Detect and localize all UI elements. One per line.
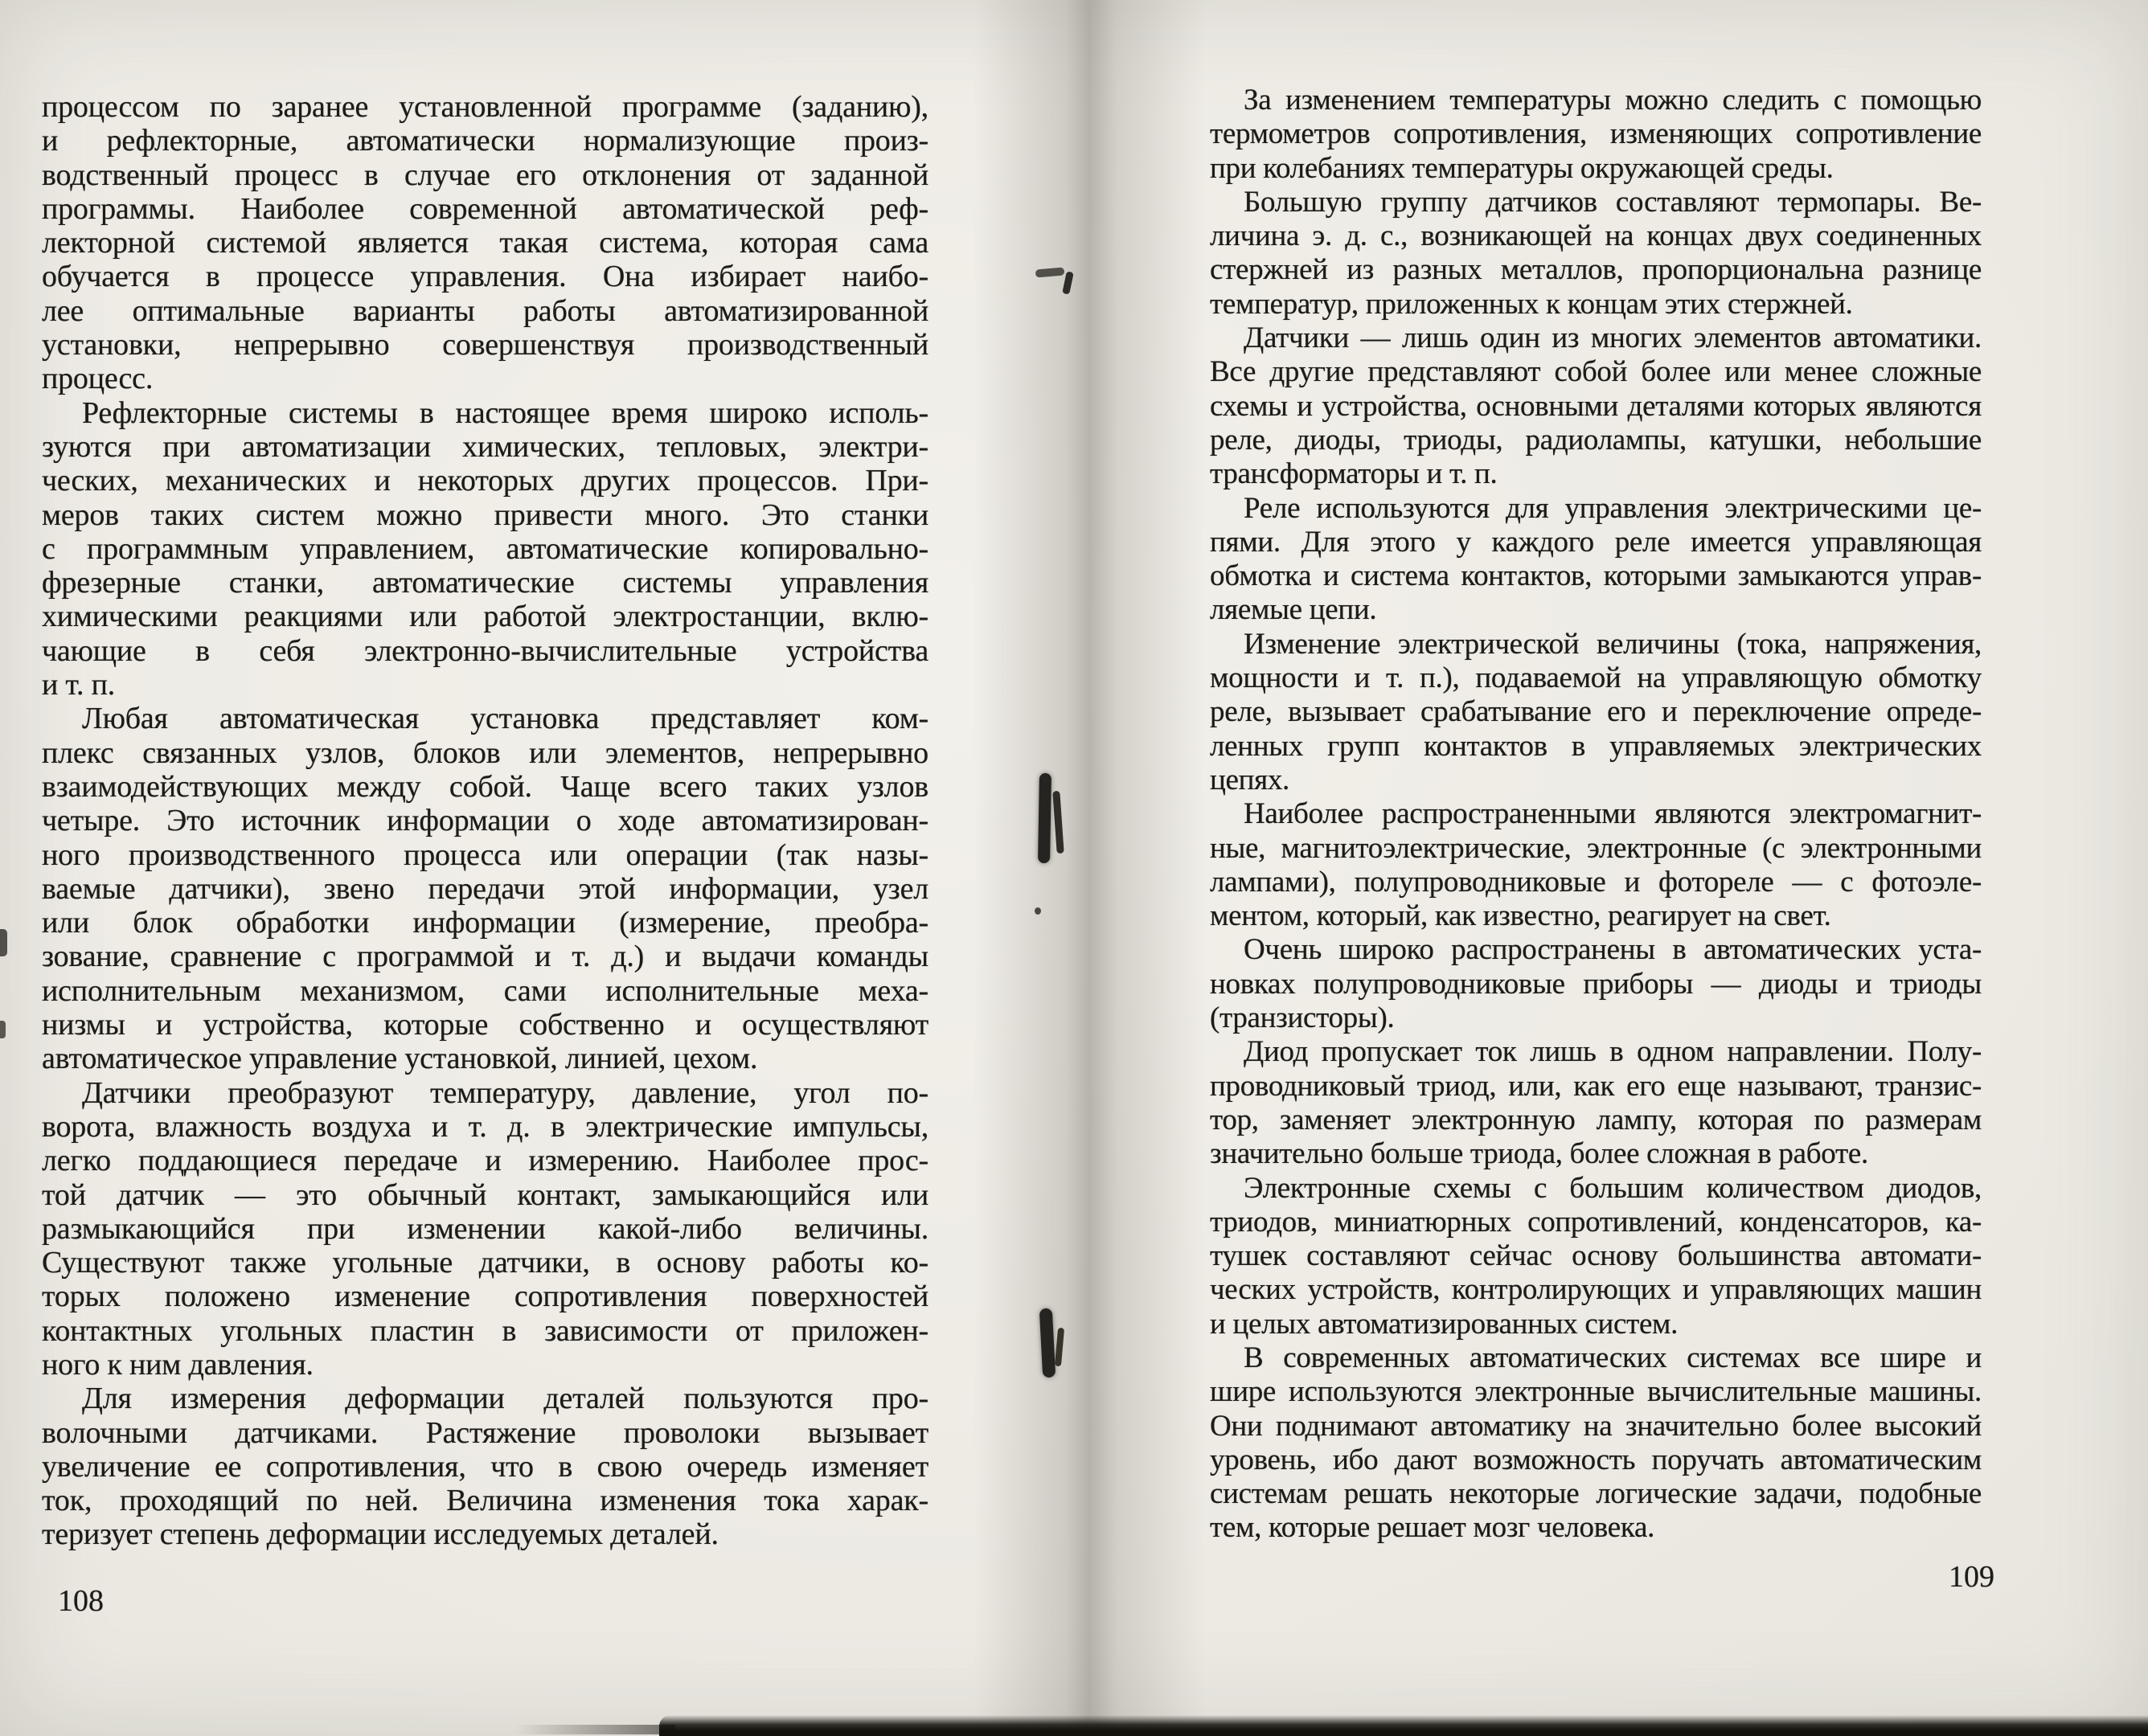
text-line: Электронные схемы с большим количеством диодов, xyxy=(1244,1171,1982,1205)
text-line: чающие в себя электронно-вычислительные устройства xyxy=(42,633,928,668)
text-line: Существуют также угольные датчики, в основу работы ко- xyxy=(42,1246,928,1280)
text-line: проводниковый триод, или, как его еще называют, транзис- xyxy=(1210,1069,1982,1103)
text-line: триодов, миниатюрных сопротивлений, конденсаторов, ка- xyxy=(1210,1205,1982,1239)
text-line: ные, магнитоэлектрические, электронные (с электронными xyxy=(1210,831,1982,865)
right-page xyxy=(1210,84,1982,1546)
text-line: Для измерения деформации деталей пользуются про- xyxy=(82,1382,928,1416)
text-line: обмотка и система контактов, которыми замыкаются управ- xyxy=(1210,559,1982,593)
text-line: зуются при автоматизации химических, тепловых, электри- xyxy=(42,429,928,464)
text-line: Изменение электрической величины (тока, напряжения, xyxy=(1244,627,1982,661)
text-line: Диод пропускает ток лишь в одном направлении. Полу- xyxy=(1244,1035,1982,1069)
ink-smudge xyxy=(1055,1328,1064,1367)
text-line: взаимодействующих между собой. Чаще всего таких узлов xyxy=(42,769,928,804)
text-line: лекторной системой является такая система, которая сама xyxy=(42,226,928,260)
text-line: стержней из разных металлов, пропорциональна разнице xyxy=(1210,253,1982,287)
text-line: исполнительным механизмом, сами исполнительные меха- xyxy=(42,973,928,1008)
text-line: теризует степень деформации исследуемых деталей. xyxy=(42,1517,719,1552)
text-line: схемы и устройства, основными деталями которых являются xyxy=(1210,389,1982,423)
text-line: ваемые датчики), звено передачи этой информации, узел xyxy=(42,871,928,906)
text-line: Датчики преобразуют температуру, давление, угол по- xyxy=(82,1075,928,1110)
text-line: значительно больше триода, более сложная в работе. xyxy=(1210,1137,1868,1171)
text-line: низмы и устройства, которые собственно и осуществляют xyxy=(42,1008,928,1042)
text-line: реле, вызывает срабатывание его и переключение опреде- xyxy=(1210,695,1982,729)
text-line: лампами), полупроводниковые и фотореле — с фотоэле- xyxy=(1210,865,1982,899)
text-line: контактных угольных пластин в зависимости от приложен- xyxy=(42,1313,928,1348)
text-line: системам решать некоторые логические задачи, подобные xyxy=(1210,1477,1982,1511)
text-line: или блок обработки информации (измерение, преобра- xyxy=(42,906,928,940)
text-line: ленных групп контактов в управляемых электрических xyxy=(1210,729,1982,763)
text-line: термометров сопротивления, изменяющих сопротивление xyxy=(1210,117,1982,151)
scan-edge-bottom-fade xyxy=(514,1725,675,1734)
text-line: В современных автоматических системах все шире и xyxy=(1244,1341,1982,1374)
text-line: Они поднимают автоматику на значительно более высокий xyxy=(1210,1409,1982,1443)
text-line: процессом по заранее установленной программе (заданию), xyxy=(42,90,928,124)
text-line: реле, диоды, триоды, радиолампы, катушки, небольшие xyxy=(1210,423,1982,457)
text-line: автоматическое управление установкой, линией, цехом. xyxy=(42,1042,758,1076)
text-line: новках полупроводниковые приборы — диоды и триоды xyxy=(1210,967,1982,1001)
text-line: ного производственного процесса или операции (так назы- xyxy=(42,837,928,872)
ink-smudge xyxy=(1038,773,1051,863)
text-line: четыре. Это источник информации о ходе автоматизирован- xyxy=(42,804,928,838)
text-line: (транзисторы). xyxy=(1210,1001,1395,1035)
text-line: и т. п. xyxy=(42,668,116,702)
text-line: лее оптимальные варианты работы автоматизированной xyxy=(42,293,928,328)
text-line: Все другие представляют собой более или менее сложные xyxy=(1210,355,1982,389)
edge-speck xyxy=(0,929,7,956)
text-line: Реле используются для управления электрическими це- xyxy=(1244,491,1982,525)
text-line: Большую группу датчиков составляют термопары. Ве- xyxy=(1244,185,1982,219)
text-line: ворота, влажность воздуха и т. д. в электрические импульсы, xyxy=(42,1109,928,1144)
text-line: цепях. xyxy=(1210,763,1289,796)
text-line: легко поддающиеся передаче и измерению. Наиболее прос- xyxy=(42,1144,928,1178)
ink-smudge xyxy=(1062,271,1074,294)
text-line: плекс связанных узлов, блоков или элементов, непрерывно xyxy=(42,735,928,770)
text-line: личина э. д. с., возникающей на концах двух соединенных xyxy=(1210,219,1982,253)
text-line: обучается в процессе управления. Она избирает наибо- xyxy=(42,260,928,294)
text-line: Наиболее распространенными являются электромагнит- xyxy=(1244,797,1982,831)
text-line: Датчики — лишь один из многих элементов автоматики. xyxy=(1244,321,1982,355)
text-line: Рефлекторные системы в настоящее время широко исполь- xyxy=(82,395,928,430)
text-line: при колебаниях температуры окружающей среды. xyxy=(1210,151,1834,185)
text-line: увеличение ее сопротивления, что в свою очередь изменяет xyxy=(42,1449,928,1484)
text-line: ческих, механических и некоторых других процессов. При- xyxy=(42,464,928,498)
text-line: размыкающийся при изменении какой-либо величины. xyxy=(42,1211,928,1246)
text-line: ческих устройств, контролирующих и управляющих машин xyxy=(1210,1273,1982,1307)
text-line: тем, которые решает мозг человека. xyxy=(1210,1511,1655,1545)
text-line: трансформаторы и т. п. xyxy=(1210,457,1498,491)
ink-smudge xyxy=(1035,267,1065,277)
text-line: Любая автоматическая установка представляет ком- xyxy=(82,702,928,736)
ink-smudge xyxy=(1039,1308,1056,1378)
right-page-number: 109 xyxy=(1949,1560,1994,1594)
text-line: пями. Для этого у каждого реле имеется управляющая xyxy=(1210,525,1982,559)
text-line: и целых автоматизированных систем. xyxy=(1210,1307,1679,1341)
text-line: водственный процесс в случае его отклонения от заданной xyxy=(42,158,928,192)
text-line: торых положено изменение сопротивления поверхностей xyxy=(42,1279,928,1314)
text-line: тор, заменяет электронную лампу, которая по размерам xyxy=(1210,1103,1982,1136)
edge-speck xyxy=(0,1021,6,1038)
text-line: с программным управлением, автоматические копировально- xyxy=(42,531,928,566)
text-line: той датчик — это обычный контакт, замыкающийся или xyxy=(42,1177,928,1212)
text-line: ляемые цепи. xyxy=(1210,593,1377,627)
text-line: и рефлекторные, автоматически нормализующие произ- xyxy=(42,124,928,158)
text-line: химическими реакциями или работой электростанции, вклю- xyxy=(42,600,928,634)
text-line: фрезерные станки, автоматические системы управления xyxy=(42,566,928,600)
text-line: меров таких систем можно привести много. Это станки xyxy=(42,497,928,532)
left-page xyxy=(42,90,928,1552)
text-line: мощности и т. п.), подаваемой на управляющую обмотку xyxy=(1210,661,1982,695)
text-line: установки, непрерывно совершенствуя производственный xyxy=(42,328,928,362)
text-line: Очень широко распространены в автоматических уста- xyxy=(1244,933,1982,967)
left-page-number: 108 xyxy=(58,1584,104,1618)
text-line: ток, проходящий по ней. Величина изменения тока харак- xyxy=(42,1484,928,1518)
text-line: ментом, который, как известно, реагирует на свет. xyxy=(1210,899,1831,933)
text-line: За изменением температуры можно следить с помощью xyxy=(1244,84,1982,117)
ink-smudge xyxy=(1052,791,1064,854)
text-line: программы. Наиболее современной автоматической реф- xyxy=(42,191,928,226)
scan-edge-bottom xyxy=(659,1715,2148,1736)
ink-smudge xyxy=(1035,907,1041,915)
text-line: ного к ним давления. xyxy=(42,1347,314,1382)
text-line: уровень, ибо дают возможность поручать автоматическим xyxy=(1210,1443,1982,1476)
text-line: процесс. xyxy=(42,362,154,396)
text-line: температур, приложенных к концам этих стержней. xyxy=(1210,287,1853,321)
text-line: тушек составляют сейчас основу большинства автомати- xyxy=(1210,1239,1982,1273)
gutter-shadow xyxy=(973,0,1206,1736)
text-line: зование, сравнение с программой и т. д.) и выдачи команды xyxy=(42,940,928,974)
text-line: шире используются электронные вычислительные машины. xyxy=(1210,1375,1982,1409)
text-line: волочными датчиками. Растяжение проволоки вызывает xyxy=(42,1415,928,1450)
